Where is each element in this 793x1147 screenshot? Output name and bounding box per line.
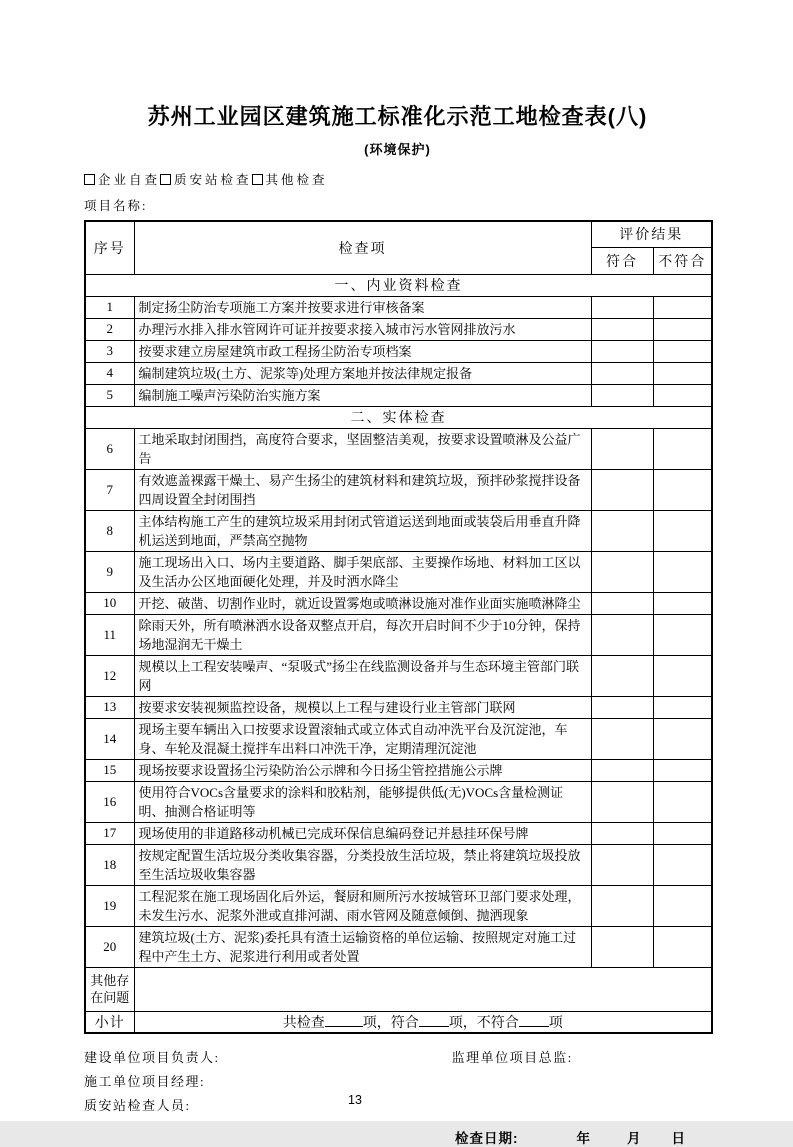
fail-cell[interactable] bbox=[653, 822, 712, 844]
pass-cell[interactable] bbox=[591, 696, 653, 718]
pass-count-blank[interactable] bbox=[419, 1013, 449, 1027]
pass-cell[interactable] bbox=[591, 822, 653, 844]
item-number: 11 bbox=[85, 614, 134, 655]
subtotal-text: 项，符合 bbox=[362, 1015, 419, 1031]
item-number: 5 bbox=[85, 384, 134, 406]
item-text: 编制建筑垃圾(土方、泥浆等)处理方案地并按法律规定报备 bbox=[134, 362, 591, 384]
table-row bbox=[85, 318, 712, 340]
item-text: 按要求建立房屋建筑市政工程扬尘防治专项档案 bbox=[134, 340, 591, 362]
other-issues-row bbox=[85, 967, 712, 1011]
signature-block bbox=[84, 1047, 711, 1147]
pass-cell[interactable] bbox=[591, 510, 653, 551]
section-header-row bbox=[85, 274, 712, 296]
table-row bbox=[85, 759, 712, 781]
pass-cell[interactable] bbox=[591, 592, 653, 614]
table-row bbox=[85, 592, 712, 614]
inspection-date-label: 检查日期: bbox=[455, 1131, 519, 1146]
section-header-row bbox=[85, 406, 712, 428]
project-name-label: 项目名称: bbox=[84, 199, 148, 213]
fail-cell[interactable] bbox=[653, 781, 712, 822]
section-title: 二、实体检查 bbox=[85, 406, 712, 428]
pass-cell[interactable] bbox=[591, 362, 653, 384]
pass-cell[interactable] bbox=[591, 781, 653, 822]
page-subtitle: (环境保护) bbox=[364, 142, 431, 157]
pass-cell[interactable] bbox=[591, 885, 653, 926]
subtotal-row bbox=[85, 1011, 712, 1033]
item-number: 9 bbox=[85, 551, 134, 592]
checklist-table bbox=[84, 220, 713, 1034]
item-text: 工地采取封闭围挡，高度符合要求，坚固整洁美观，按要求设置喷淋及公益广告 bbox=[134, 428, 591, 469]
item-text: 规模以上工程安装噪声、“泵吸式”扬尘在线监测设备并与生态环境主管部门联网 bbox=[134, 655, 591, 696]
pass-cell[interactable] bbox=[591, 296, 653, 318]
item-number: 18 bbox=[85, 844, 134, 885]
item-number: 16 bbox=[85, 781, 134, 822]
day-label: 日 bbox=[671, 1131, 686, 1146]
item-number: 17 bbox=[85, 822, 134, 844]
item-text: 现场主要车辆出入口按要求设置滚轴式或立体式自动冲洗平台及沉淀池，车身、车轮及混凝土搅拌车出料口冲洗干净，定期清理沉淀池 bbox=[134, 718, 591, 759]
table-row bbox=[85, 655, 712, 696]
section-title: 一、内业资料检查 bbox=[85, 274, 712, 296]
item-text: 使用符合VOCs含量要求的涂料和胶粘剂，能够提供低(无)VOCs含量检测证明、抽测合格证明等 bbox=[134, 781, 591, 822]
table-row bbox=[85, 551, 712, 592]
item-text: 有效遮盖裸露干燥土、易产生扬尘的建筑材料和建筑垃圾，预拌砂浆搅拌设备四周设置全封闭围挡 bbox=[134, 469, 591, 510]
item-text: 开挖、破凿、切割作业时，就近设置雾炮或喷淋设施对准作业面实施喷淋降尘 bbox=[134, 592, 591, 614]
table-row bbox=[85, 844, 712, 885]
item-text: 施工现场出入口、场内主要道路、脚手架底部、主要操作场地、材料加工区以及生活办公区地面硬化处理，并及时洒水降尘 bbox=[134, 551, 591, 592]
item-number: 20 bbox=[85, 926, 134, 967]
supervisor-signature-label: 监理单位项目总监: bbox=[451, 1050, 573, 1065]
other-issues-label: 其他存在问题 bbox=[85, 967, 134, 1011]
table-row bbox=[85, 822, 712, 844]
fail-cell[interactable] bbox=[653, 655, 712, 696]
inspector-signature-label: 质安站检查人员: bbox=[84, 1098, 191, 1113]
fail-cell[interactable] bbox=[653, 885, 712, 926]
column-header-pass: 符合 bbox=[591, 247, 653, 274]
table-row bbox=[85, 428, 712, 469]
pass-cell[interactable] bbox=[591, 718, 653, 759]
fail-cell[interactable] bbox=[653, 362, 712, 384]
item-text: 工程泥浆在施工现场固化后外运，餐厨和厕所污水按城管环卫部门要求处理，未发生污水、泥浆外泄或直排河湖、雨水管网及随意倾倒、抛洒现象 bbox=[134, 885, 591, 926]
column-header-item: 检查项 bbox=[134, 221, 591, 274]
pass-cell[interactable] bbox=[591, 844, 653, 885]
subtotal-summary bbox=[134, 1011, 712, 1033]
item-text: 除雨天外，所有喷淋洒水设备双整点开启，每次开启时间不少于10分钟，保持场地湿润无干燥土 bbox=[134, 614, 591, 655]
page-number: 13 bbox=[348, 1093, 362, 1107]
check-option-label: 企业自查 bbox=[98, 173, 161, 187]
table-row bbox=[85, 781, 712, 822]
inspection-type-options bbox=[84, 170, 711, 188]
pass-cell[interactable] bbox=[591, 340, 653, 362]
fail-cell[interactable] bbox=[653, 551, 712, 592]
fail-cell[interactable] bbox=[653, 592, 712, 614]
subtotal-text: 项，不符合 bbox=[448, 1015, 519, 1031]
pass-cell[interactable] bbox=[591, 551, 653, 592]
project-name-field[interactable] bbox=[84, 196, 711, 214]
fail-count-blank[interactable] bbox=[519, 1013, 549, 1027]
item-text: 按规定配置生活垃圾分类收集容器，分类投放生活垃圾，禁止将建筑垃圾投放至生活垃圾收集容器 bbox=[134, 844, 591, 885]
item-number: 7 bbox=[85, 469, 134, 510]
check-option-label: 质安站检查 bbox=[174, 173, 252, 187]
fail-cell[interactable] bbox=[653, 718, 712, 759]
item-text: 按要求安装视频监控设备，规模以上工程与建设行业主管部门联网 bbox=[134, 696, 591, 718]
fail-cell[interactable] bbox=[653, 428, 712, 469]
table-row bbox=[85, 384, 712, 406]
table-row bbox=[85, 362, 712, 384]
checkbox-icon[interactable] bbox=[84, 174, 95, 185]
item-number: 8 bbox=[85, 510, 134, 551]
item-number: 4 bbox=[85, 362, 134, 384]
column-header-index: 序号 bbox=[85, 221, 134, 274]
other-issues-field[interactable] bbox=[134, 967, 712, 1011]
column-header-result: 评价结果 bbox=[591, 221, 712, 247]
table-row bbox=[85, 469, 712, 510]
check-option-self-inspection[interactable] bbox=[84, 170, 160, 188]
item-number: 14 bbox=[85, 718, 134, 759]
item-number: 1 bbox=[85, 296, 134, 318]
pass-cell[interactable] bbox=[591, 428, 653, 469]
builder-signature-label: 建设单位项目负责人: bbox=[84, 1050, 220, 1065]
contractor-signature-label: 施工单位项目经理: bbox=[84, 1074, 206, 1089]
check-option-quality-station[interactable] bbox=[160, 170, 252, 188]
table-row bbox=[85, 510, 712, 551]
month-label: 月 bbox=[627, 1131, 642, 1146]
fail-cell[interactable] bbox=[653, 759, 712, 781]
item-number: 12 bbox=[85, 655, 134, 696]
table-row bbox=[85, 718, 712, 759]
item-number: 15 bbox=[85, 759, 134, 781]
pass-cell[interactable] bbox=[591, 469, 653, 510]
fail-cell[interactable] bbox=[653, 844, 712, 885]
item-text: 办理污水排入排水管网许可证并按要求接入城市污水管网排放污水 bbox=[134, 318, 591, 340]
item-text: 编制施工噪声污染防治实施方案 bbox=[134, 384, 591, 406]
table-row bbox=[85, 696, 712, 718]
item-number: 3 bbox=[85, 340, 134, 362]
table-row bbox=[85, 614, 712, 655]
checkbox-icon[interactable] bbox=[160, 174, 171, 185]
page-title: 苏州工业园区建筑施工标准化示范工地检查表(八) bbox=[147, 104, 648, 129]
checkbox-icon[interactable] bbox=[252, 174, 263, 185]
fail-cell[interactable] bbox=[653, 340, 712, 362]
fail-cell[interactable] bbox=[653, 384, 712, 406]
fail-cell[interactable] bbox=[653, 510, 712, 551]
subtotal-text: 项 bbox=[548, 1015, 563, 1031]
check-option-label: 其他检查 bbox=[265, 173, 328, 187]
inspection-date-line bbox=[84, 1127, 711, 1147]
item-text: 主体结构施工产生的建筑垃圾采用封闭式管道运送到地面或装袋后用垂直升降机运送到地面，严禁高空抛物 bbox=[134, 510, 591, 551]
table-row bbox=[85, 926, 712, 967]
item-text: 现场按要求设置扬尘污染防治公示牌和今日扬尘管控措施公示牌 bbox=[134, 759, 591, 781]
pass-cell[interactable] bbox=[591, 926, 653, 967]
subtotal-text: 共检查 bbox=[282, 1015, 325, 1031]
item-number: 6 bbox=[85, 428, 134, 469]
column-header-fail: 不符合 bbox=[653, 247, 712, 274]
year-label: 年 bbox=[576, 1131, 591, 1146]
item-number: 2 bbox=[85, 318, 134, 340]
pass-cell[interactable] bbox=[591, 318, 653, 340]
item-text: 制定扬尘防治专项施工方案并按要求进行审核备案 bbox=[134, 296, 591, 318]
item-number: 19 bbox=[85, 885, 134, 926]
pass-cell[interactable] bbox=[591, 655, 653, 696]
pass-cell[interactable] bbox=[591, 614, 653, 655]
item-text: 现场使用的非道路移动机械已完成环保信息编码登记并悬挂环保号牌 bbox=[134, 822, 591, 844]
pass-cell[interactable] bbox=[591, 384, 653, 406]
item-number: 13 bbox=[85, 696, 134, 718]
item-text: 建筑垃圾(土方、泥浆)委托具有渣土运输资格的单位运输、按照规定对施工过程中产生土方、泥浆进行利用或者处置 bbox=[134, 926, 591, 967]
fail-cell[interactable] bbox=[653, 296, 712, 318]
fail-cell[interactable] bbox=[653, 469, 712, 510]
checklist-body bbox=[85, 274, 712, 967]
table-row bbox=[85, 340, 712, 362]
fail-cell[interactable] bbox=[653, 696, 712, 718]
table-row bbox=[85, 296, 712, 318]
check-option-other[interactable] bbox=[252, 170, 328, 188]
item-number: 10 bbox=[85, 592, 134, 614]
pass-cell[interactable] bbox=[591, 759, 653, 781]
total-count-blank[interactable] bbox=[325, 1013, 363, 1027]
subtotal-label: 小计 bbox=[85, 1011, 134, 1033]
fail-cell[interactable] bbox=[653, 614, 712, 655]
fail-cell[interactable] bbox=[653, 318, 712, 340]
fail-cell[interactable] bbox=[653, 926, 712, 967]
document-content bbox=[84, 0, 711, 1147]
table-row bbox=[85, 885, 712, 926]
